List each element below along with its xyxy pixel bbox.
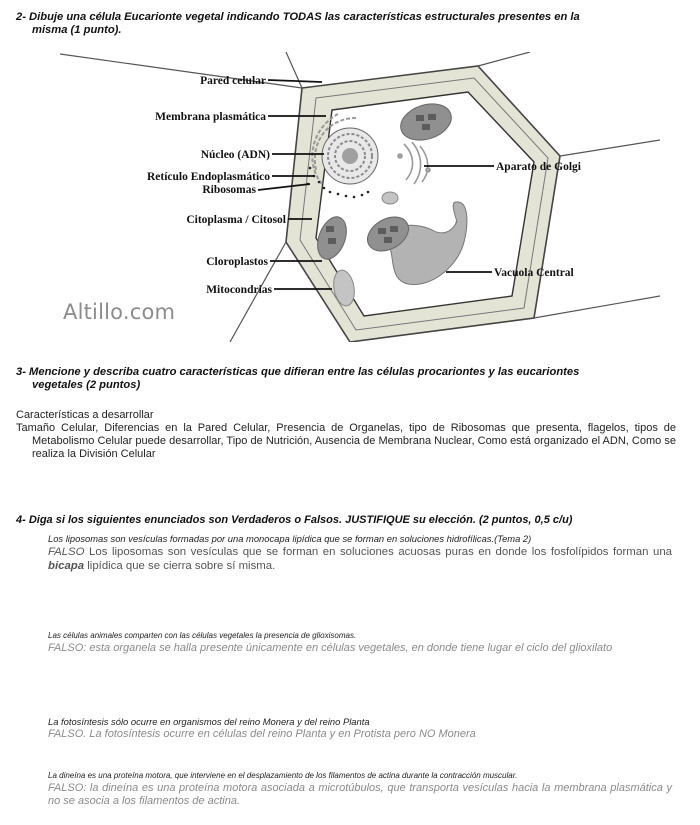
question-3-heading	[16, 366, 676, 392]
statement-1	[48, 533, 672, 573]
neighbor-wall-line	[478, 52, 530, 66]
label-cloroplastos: Cloroplastos	[206, 256, 268, 268]
question-2-heading	[16, 11, 676, 37]
label-vacuola: Vacuola Central	[494, 267, 574, 279]
label-pared-celular: Pared celular	[200, 75, 266, 87]
neighbor-wall-line	[560, 140, 660, 156]
question-3-body: Tamaño Celular, Diferencias en la Pared Celular, Presencia de Organelas, tipo de Ribosomas que presenta, flagelos, tipos de Metabolismo Celular puede desarrollar, Tipo de Nutrición, Ausencia de Membrana Nuclear, Como está organizado el ADN, Como se realiza la División Celular	[16, 422, 676, 460]
plant-cell-diagram	[60, 52, 660, 342]
statement-2-question: Las células animales comparten con las células vegetales la presencia de glioxisomas.	[48, 631, 357, 640]
question-3-subtitle: Características a desarrollar	[16, 409, 154, 421]
statement-1-answer-term: bicapa	[48, 560, 85, 572]
statement-4	[48, 770, 672, 808]
label-nucleo: Núcleo (ADN)	[200, 149, 270, 161]
label-golgi: Aparato de Golgi	[496, 161, 581, 173]
statement-1-answer-pre: Los liposomas son vesículas que se forman en soluciones acuosas puras en donde los fosfolípidos forman una	[84, 546, 672, 558]
label-reticulo: Retículo Endoplasmático	[147, 171, 270, 183]
leader-pared	[268, 80, 322, 82]
neighbor-wall-line	[286, 52, 302, 88]
statement-4-answer: FALSO: la dineína es una proteína motora asociada a microtúbulos, que transporta vesículas hacia la membrana plasmática y no se asocia a los filamentos de actina.	[48, 782, 672, 807]
statement-3-question: La fotosíntesis sólo ocurre en organismos del reino Monera y del reino Planta	[48, 716, 370, 727]
question-3-line-1: 3- Mencione y describa cuatro características que difieran entre las células procariontes y las eucariontes	[16, 366, 580, 378]
label-membrana-plasmatica: Membrana plasmática	[155, 111, 266, 123]
statement-3	[48, 716, 672, 741]
statement-1-question: Los liposomas son vesículas formadas por una monocapa lipídica que se forman en soluciones hidrofílicas.(Tema 2)	[48, 533, 532, 544]
question-3-line-2: vegetales (2 puntos)	[32, 379, 141, 391]
question-2-line-1: 2- Dibuje una célula Eucarionte vegetal indicando TODAS las características estructurales presentes en la	[16, 11, 580, 23]
question-2-line-2: misma (1 punto).	[32, 24, 122, 36]
statement-1-answer-post: lipídica que se cierra sobre sí misma.	[84, 560, 276, 572]
statement-1-answer	[48, 545, 672, 573]
question-3-answer	[16, 409, 676, 461]
statement-2-answer: FALSO: esta organela se halla presente únicamente en células vegetales, en donde tiene lugar el ciclo del glioxilato	[48, 642, 613, 654]
nucleus-shape	[322, 128, 378, 184]
statement-2	[48, 630, 672, 655]
watermark-logo: Altillo.com	[63, 300, 176, 324]
label-mitocondrias: Mitocondrias	[206, 284, 272, 296]
statement-4-question: La dineína es una proteína motora, que interviene en el desplazamiento de los filamentos de actina durante la contracción muscular.	[48, 771, 518, 780]
label-ribosomas: Ribosomas	[202, 184, 256, 196]
label-citoplasma: Citoplasma / Citosol	[186, 214, 286, 226]
neighbor-wall-line	[534, 296, 660, 318]
statement-1-verdict: FALSO	[48, 546, 85, 558]
statement-3-answer: FALSO. La fotosíntesis ocurre en células del reino Planta y en Protista pero NO Monera	[48, 728, 476, 740]
question-4-heading: 4- Diga si los siguientes enunciados son Verdaderos o Falsos. JUSTIFIQUE su elección. (2 puntos, 0,5 c/u)	[16, 514, 573, 526]
mitochondrion-shape	[382, 192, 398, 204]
